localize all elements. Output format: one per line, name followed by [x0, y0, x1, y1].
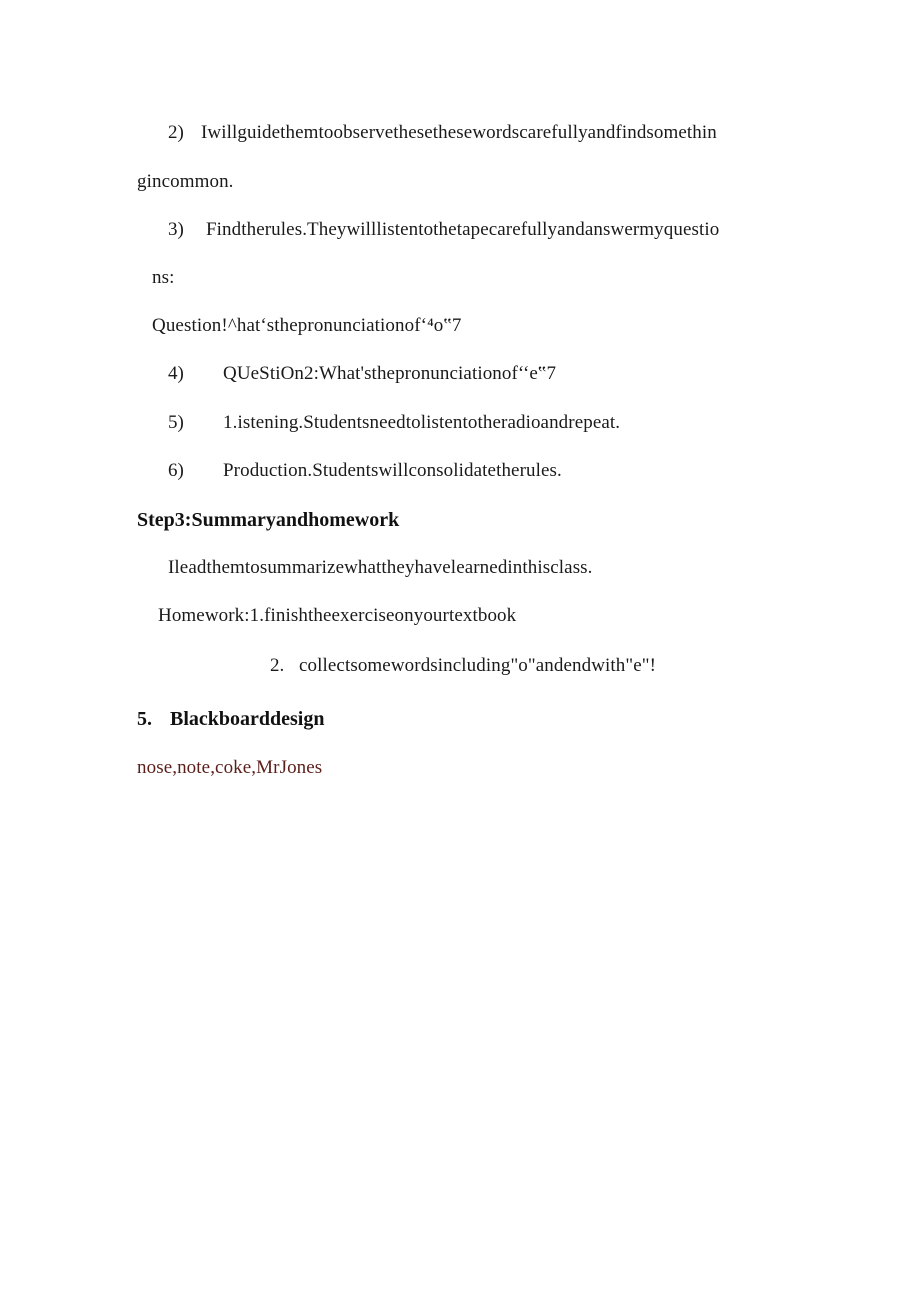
item-2-number: 2)	[168, 122, 184, 143]
item-2-text: Iwillguidethemtoobservethesethesewordscarefullyandfindsomethin	[201, 122, 717, 143]
item-5-number: 5)	[168, 412, 184, 433]
summary-text: Ileadthemtosummarizewhattheyhavelearnedinthisclass.	[168, 557, 593, 578]
item-6-text: Production.Studentswillconsolidatetherules.	[223, 460, 562, 481]
item-3-number: 3)	[168, 219, 184, 240]
step3-heading: Step3:Summaryandhomework	[137, 509, 400, 531]
homework-item-2-text: collectsomewordsincluding"o"andendwith"e"!	[299, 655, 657, 676]
blackboard-words: nose,note,coke,MrJones	[137, 757, 323, 778]
homework-item-1: Homework:1.finishtheexerciseonyourtextbook	[158, 605, 517, 626]
item-2-continuation: gincommon.	[137, 171, 234, 192]
question-1-text: Question!^hat‘sthepronunciationof‘⁴o‟7	[152, 315, 462, 336]
item-3-continuation: ns:	[152, 267, 175, 288]
item-6-number: 6)	[168, 460, 184, 481]
item-4-number: 4)	[168, 363, 184, 384]
section-5-number: 5.	[137, 708, 152, 730]
section-5-title: Blackboarddesign	[170, 708, 325, 730]
item-4-text: QUeStiOn2:What'sthepronunciationof‘‘e‟7	[223, 363, 557, 384]
homework-item-2-number: 2.	[270, 655, 285, 676]
item-3-text: Findtherules.Theywilllistentothetapecarefullyandanswermyquestio	[206, 219, 720, 240]
item-5-text: 1.istening.Studentsneedtolistentotheradioandrepeat.	[223, 412, 621, 433]
